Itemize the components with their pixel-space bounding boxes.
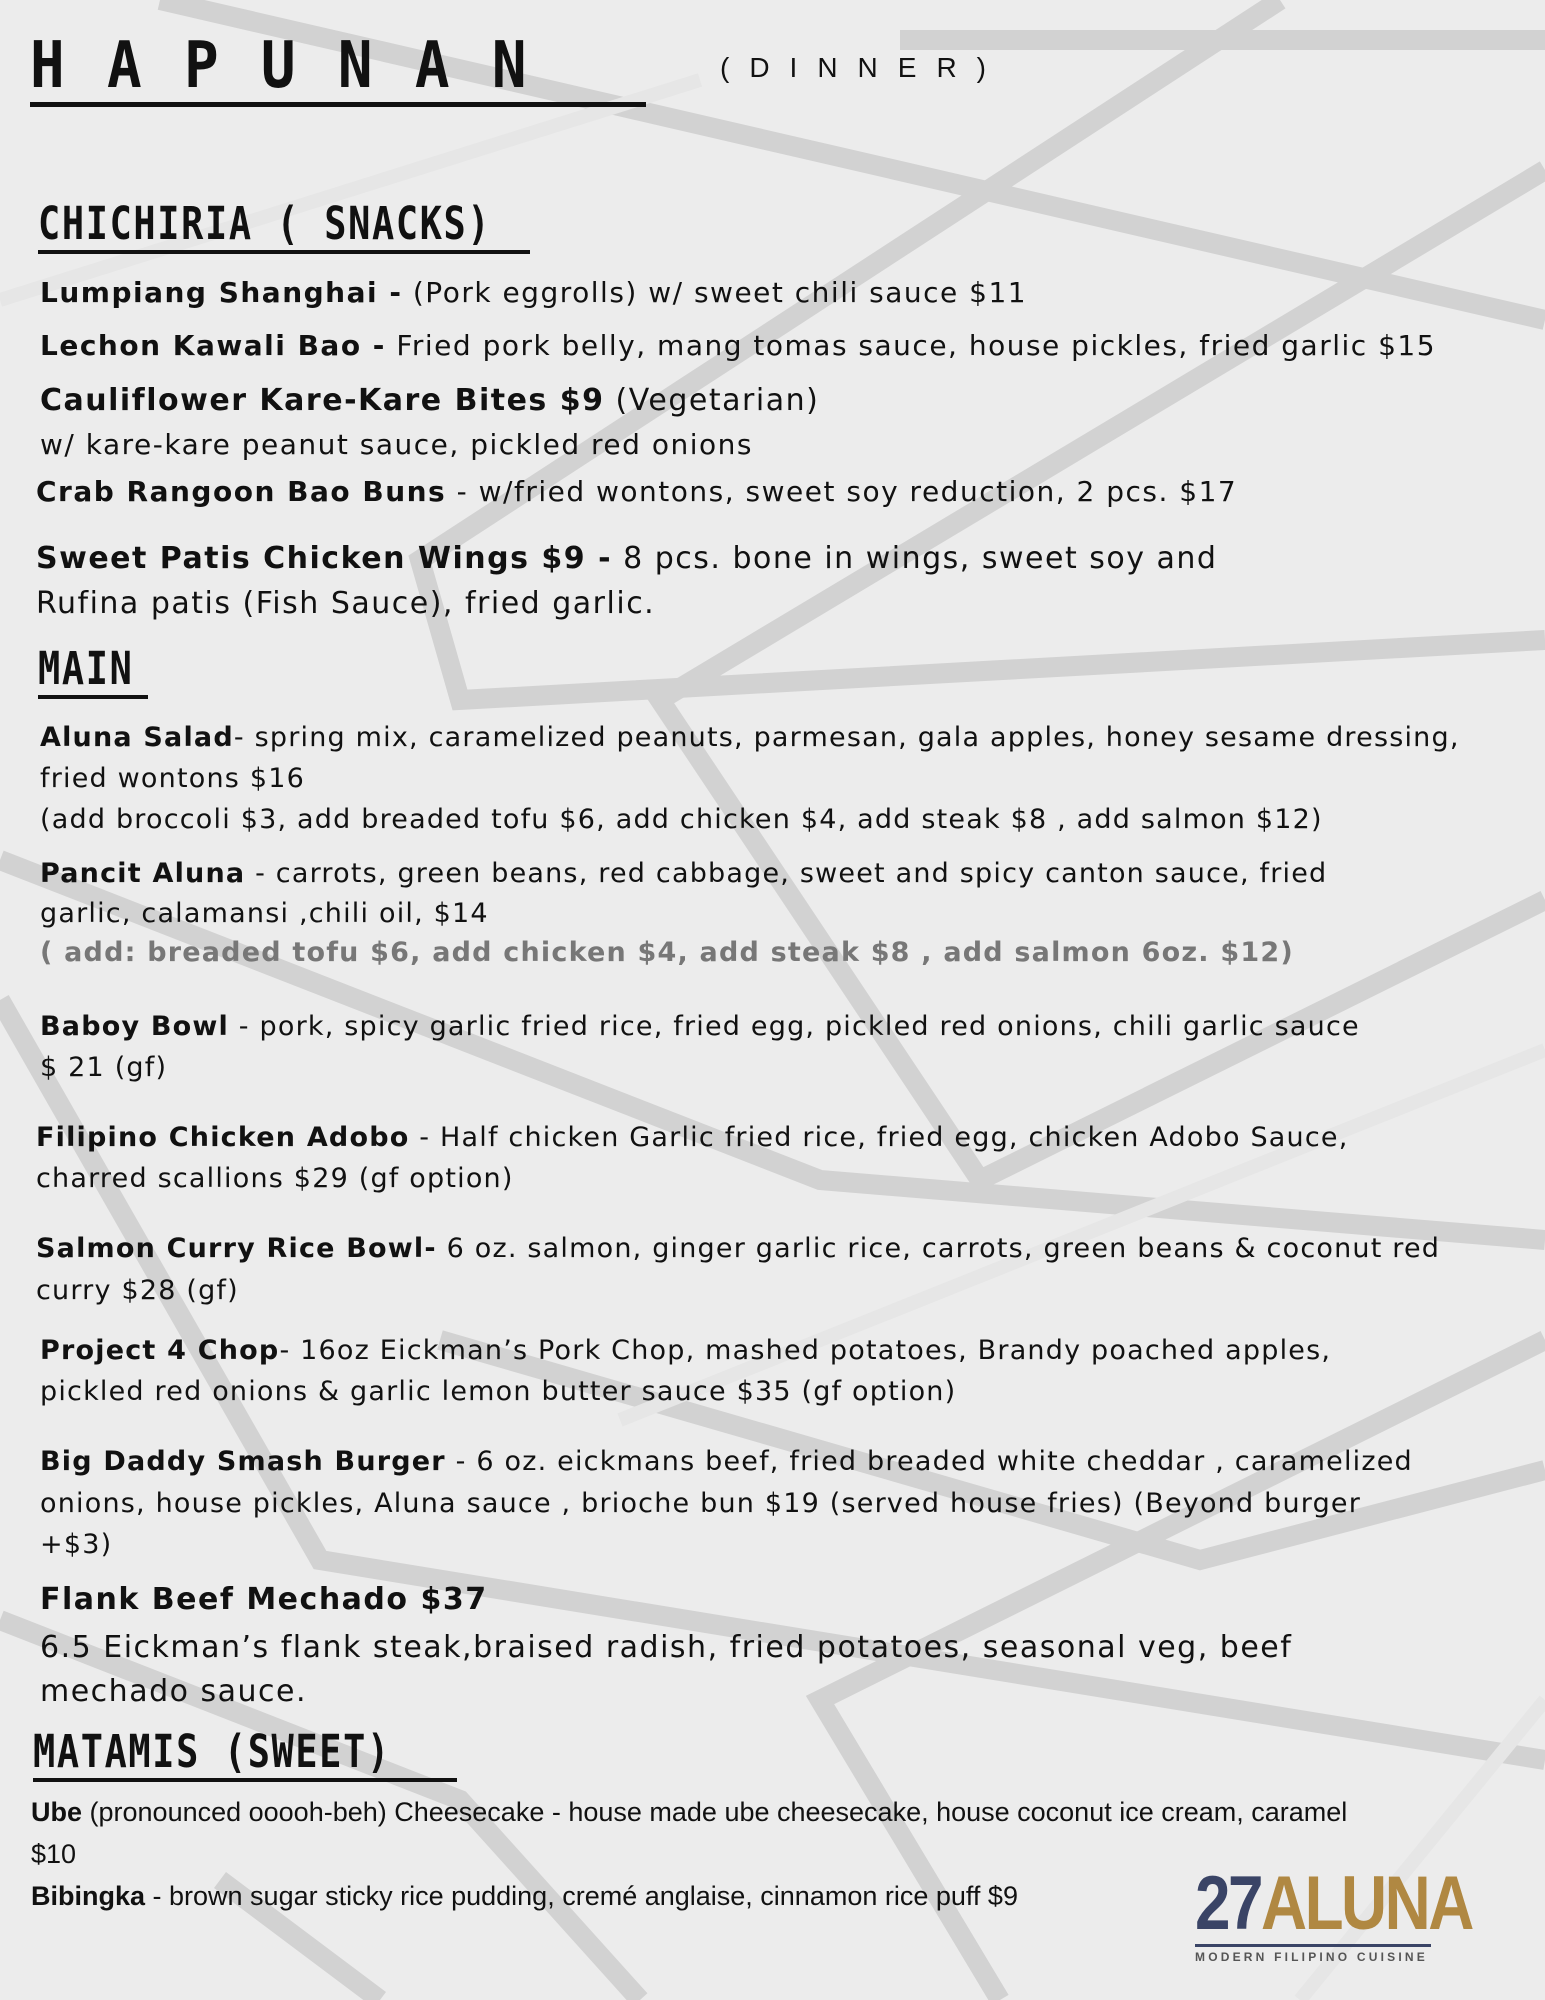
menu-item-lechon — [40, 325, 1436, 366]
section-heading-sweet — [33, 1726, 457, 1782]
section-heading-main — [38, 643, 148, 699]
item-desc: - Half chicken Garlic fried rice, fried egg, chicken Adobo Sauce, — [409, 1122, 1349, 1153]
item-desc: 6 oz. salmon, ginger garlic rice, carrots, green beans & coconut red — [436, 1233, 1441, 1264]
logo-number: 27 — [1195, 1861, 1261, 1946]
item-desc: Fried pork belly, mang tomas sauce, house pickles, fried garlic $15 — [385, 329, 1437, 362]
menu-item-ube-price: $10 — [31, 1839, 77, 1869]
item-name: Ube — [31, 1797, 83, 1827]
logo-name: ALUNA — [1260, 1861, 1472, 1946]
item-desc: (Pork eggrolls) w/ sweet chili sauce $11 — [402, 276, 1028, 309]
item-name: Lumpiang Shanghai - — [40, 276, 403, 309]
item-desc: - pork, spicy garlic fried rice, fried egg, pickled red onions, chili garlic sauce — [229, 1011, 1360, 1042]
item-name: Flank Beef Mechado $37 — [40, 1582, 488, 1617]
item-desc: 8 pcs. bone in wings, sweet soy and — [612, 541, 1218, 576]
logo-wordmark — [1195, 1861, 1472, 1946]
page-subtitle: (DINNER) — [720, 52, 1006, 83]
menu-item-smash-burger-desc: onions, house pickles, Aluna sauce , brioche bun $19 (served house fries) (Beyond burger — [40, 1488, 1362, 1519]
menu-item-beef-mechado-desc-2: mechado sauce. — [40, 1674, 308, 1709]
item-name: Filipino Chicken Adobo — [36, 1122, 410, 1153]
section-heading-snacks — [38, 198, 530, 254]
menu-item-wings-desc: Rufina patis (Fish Sauce), fried garlic. — [36, 586, 656, 621]
item-name: Pancit Aluna — [40, 858, 246, 889]
menu-item-aluna-salad — [40, 717, 1460, 758]
menu-item-cauliflower-desc: w/ kare-kare peanut sauce, pickled red onions — [40, 428, 753, 461]
item-name: Bibingka — [31, 1881, 146, 1911]
item-desc: - w/fried wontons, sweet soy reduction, 2 pcs. $17 — [446, 475, 1238, 508]
menu-item-aluna-salad-addons: (add broccoli $3, add breaded tofu $6, add chicken $4, add steak $8 , add salmon $12) — [40, 804, 1323, 835]
item-tag: (Vegetarian) — [604, 383, 820, 418]
menu-item-pancit — [40, 853, 1327, 894]
item-name: Aluna Salad — [40, 722, 234, 753]
menu-item-smash-burger — [40, 1441, 1413, 1482]
menu-item-chicken-adobo — [36, 1117, 1348, 1158]
item-name: Crab Rangoon Bao Buns — [36, 475, 447, 508]
menu-item-beef-mechado — [40, 1579, 488, 1620]
menu-item-pancit-desc: garlic, calamansi ,chili oil, $14 — [40, 898, 489, 929]
item-name: Salmon Curry Rice Bowl- — [36, 1233, 437, 1264]
menu-item-smash-burger-addon: +$3) — [40, 1529, 113, 1560]
item-desc: - carrots, green beans, red cabbage, sweet and spicy canton sauce, fried — [245, 858, 1328, 889]
section-heading-sweet-text: MATAMIS (SWEET) — [33, 1725, 391, 1778]
menu-item-chicken-adobo-desc: charred scallions $29 (gf option) — [36, 1163, 514, 1194]
item-desc: - brown sugar sticky rice pudding, cremé anglaise, cinnamon rice puff $9 — [145, 1881, 1018, 1911]
item-name: Cauliflower Kare-Kare Bites $9 — [40, 383, 605, 418]
menu-item-pancit-addons: ( add: breaded tofu $6, add chicken $4, add steak $8 , add salmon 6oz. $12) — [40, 937, 1294, 968]
menu-item-ube-cheesecake — [31, 1791, 1347, 1833]
menu-item-aluna-salad-desc: fried wontons $16 — [40, 763, 305, 794]
logo-tagline: MODERN FILIPINO CUISINE — [1195, 1944, 1431, 1964]
page-title: HAPUNAN — [30, 29, 569, 103]
restaurant-logo — [1195, 1861, 1472, 1964]
menu-item-wings — [36, 538, 1217, 579]
menu-item-salmon-curry-desc: curry $28 (gf) — [36, 1275, 239, 1306]
section-heading-main-text: MAIN — [38, 642, 134, 695]
menu-item-baboy-bowl — [40, 1006, 1360, 1047]
header-title-block — [30, 30, 646, 107]
menu-item-pork-chop-desc: pickled red onions & garlic lemon butter sauce $35 (gf option) — [40, 1376, 957, 1407]
item-name: Baboy Bowl — [40, 1011, 230, 1042]
menu-item-bibingka — [31, 1875, 1018, 1917]
menu-item-crab-rangoon — [36, 471, 1237, 512]
item-desc: (pronounced ooooh-beh) Cheesecake - house made ube cheesecake, house coconut ice cream, caramel — [82, 1797, 1348, 1827]
menu-item-lumpia — [40, 272, 1027, 313]
menu-item-beef-mechado-desc: 6.5 Eickman’s flank steak,braised radish, fried potatoes, seasonal veg, beef — [40, 1630, 1293, 1665]
section-heading-snacks-text: CHICHIRIA ( SNACKS) — [38, 197, 492, 250]
menu-item-baboy-bowl-price: $ 21 (gf) — [40, 1052, 168, 1083]
item-name: Sweet Patis Chicken Wings $9 - — [36, 541, 613, 576]
item-desc: - 16oz Eickman’s Pork Chop, mashed potatoes, Brandy poached apples, — [279, 1335, 1332, 1366]
item-name: Big Daddy Smash Burger — [40, 1446, 446, 1477]
item-name: Project 4 Chop — [40, 1335, 280, 1366]
menu-item-cauliflower — [40, 380, 819, 421]
menu-item-salmon-curry — [36, 1228, 1440, 1269]
item-name: Lechon Kawali Bao - — [40, 329, 386, 362]
item-desc: - spring mix, caramelized peanuts, parmesan, gala apples, honey sesame dressing, — [233, 722, 1460, 753]
menu-item-pork-chop — [40, 1330, 1331, 1371]
item-desc: - 6 oz. eickmans beef, fried breaded white cheddar , caramelized — [445, 1446, 1413, 1477]
